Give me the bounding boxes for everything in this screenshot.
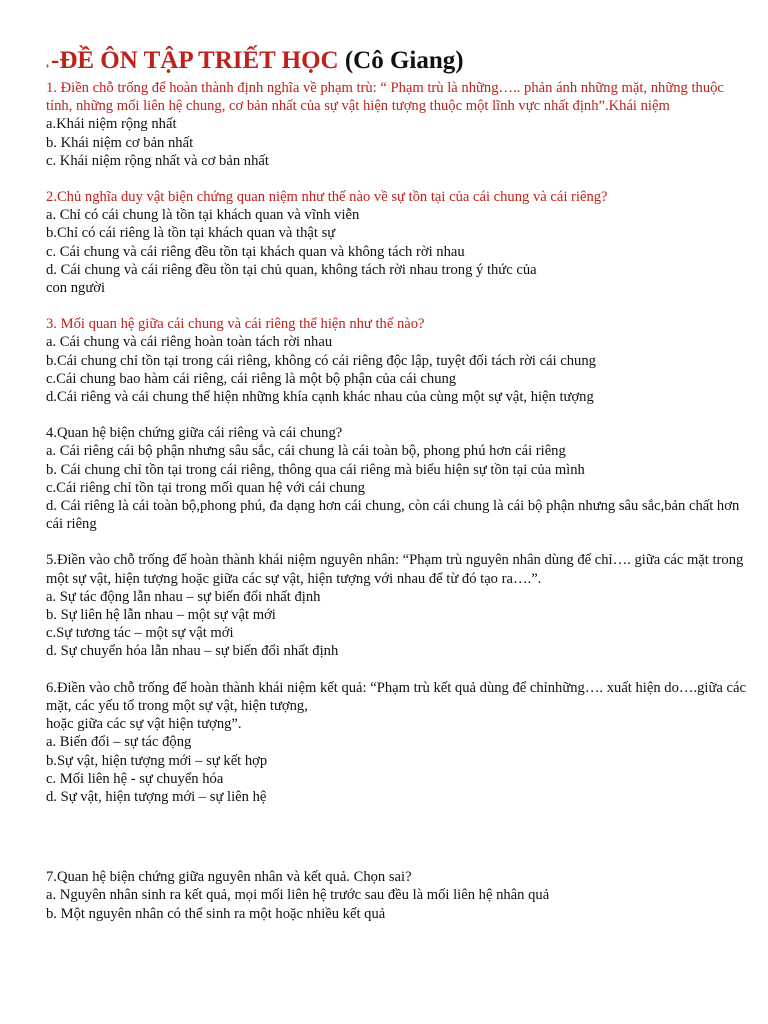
question-3 [46, 315, 746, 406]
option: c.Cái chung bao hàm cái riêng, cái riêng là một bộ phận của cái chung [46, 370, 457, 387]
option: b. Một nguyên nhân có thể sinh ra một hoặc nhiều kết quả [46, 905, 386, 922]
option: a. Sự tác động lẫn nhau – sự biến đổi nhất định [46, 588, 321, 605]
option: a. Nguyên nhân sinh ra kết quả, mọi mối liên hệ trước sau đều là mối liên hệ nhân quả [46, 887, 550, 904]
option: con người [46, 280, 105, 297]
question-stem: 1. Điền chỗ trống để hoàn thành định nghĩa về phạm trù: “ Phạm trù là những….. phản ánh những mặt, những thuộc tính, những mối liên hệ chung, cơ bản nhất của sự vật hiện tượng thuộc một lĩnh vực nhất định”.Khái niệm [46, 80, 724, 115]
question-stem: 6.Điền vào chỗ trống để hoàn thành khái niệm kết quả: “Phạm trù kết quả dùng để chỉnhững…. xuất hiện do….giữa các mặt, các yếu tố trong một sự vật, hiện tượng, [46, 679, 746, 714]
option: d. Sự chuyển hóa lẫn nhau – sự biến đổi nhất định [46, 643, 339, 660]
option: b. Sự liên hệ lẫn nhau – một sự vật mới [46, 607, 276, 624]
option: b. Cái chung chỉ tồn tại trong cái riêng, thông qua cái riêng mà biểu hiện sự tồn tại của mình [46, 461, 585, 478]
option: d. Cái riêng là cái toàn bộ,phong phú, đa dạng hơn cái chung, còn cái chung là cái bộ phận nhưng sâu sắc,bản chất hơn cái riêng [46, 498, 740, 533]
option: d. Sự vật, hiện tượng mới – sự liên hệ [46, 788, 267, 805]
title-mark: , [46, 55, 49, 69]
question-1 [46, 79, 746, 170]
option: a. Cái chung và cái riêng hoàn toàn tách rời nhau [46, 334, 333, 351]
question-7 [46, 868, 746, 923]
question-stem-continued: hoặc giữa các sự vật hiện tượng”. [46, 716, 242, 733]
option: a. Biến đổi – sự tác động [46, 734, 192, 751]
option: c.Cái riêng chỉ tồn tại trong mối quan hệ với cái chung [46, 479, 365, 496]
question-6 [46, 679, 746, 806]
question-stem: 4.Quan hệ biện chứng giữa cái riêng và cái chung? [46, 425, 343, 442]
option: d.Cái riêng và cái chung thể hiện những khía cạnh khác nhau của cùng một sự vật, hiện tượng [46, 389, 594, 406]
document-page [46, 44, 746, 923]
question-stem: 2.Chủ nghĩa duy vật biện chứng quan niệm như thế nào về sự tồn tại của cái chung và cái riêng? [46, 189, 608, 206]
option: b.Sự vật, hiện tượng mới – sự kết hợp [46, 752, 268, 769]
option: a.Khái niệm rộng nhất [46, 116, 177, 133]
option: b.Chỉ có cái riêng là tồn tại khách quan và thật sự [46, 225, 336, 242]
question-stem: 3. Mối quan hệ giữa cái chung và cái riêng thể hiện như thế nào? [46, 316, 425, 333]
option: d. Cái chung và cái riêng đều tồn tại chủ quan, không tách rời nhau trong ý thức của [46, 261, 537, 278]
title-main: -ĐỀ ÔN TẬP TRIẾT HỌC [51, 47, 339, 74]
question-5 [46, 551, 746, 660]
option: c. Mối liên hệ - sự chuyển hóa [46, 770, 224, 787]
option: c.Sự tương tác – một sự vật mới [46, 625, 234, 642]
question-4 [46, 424, 746, 533]
question-2 [46, 188, 746, 297]
page-title [46, 44, 746, 79]
question-stem: 7.Quan hệ biện chứng giữa nguyên nhân và kết quả. Chọn sai? [46, 869, 412, 886]
question-stem: 5.Điền vào chỗ trống để hoàn thành khái niệm nguyên nhân: “Phạm trù nguyên nhân dùng để chỉ…. giữa các mặt trong một sự vật, hiện tượng hoặc giữa các sự vật, hiện tượng với nhau để từ đó tạo ra….”. [46, 552, 744, 587]
option: c. Cái chung và cái riêng đều tồn tại khách quan và không tách rời nhau [46, 243, 465, 260]
title-teacher: (Cô Giang) [338, 47, 464, 74]
option: b. Khái niệm cơ bản nhất [46, 134, 194, 151]
option: b.Cái chung chỉ tồn tại trong cái riêng, không có cái riêng độc lập, tuyệt đối tách rời cái chung [46, 352, 596, 369]
option: a. Cái riêng cái bộ phận nhưng sâu sắc, cái chung là cái toàn bộ, phong phú hơn cái riêng [46, 443, 566, 460]
option: a. Chỉ có cái chung là tồn tại khách quan và vĩnh viễn [46, 207, 360, 224]
option: c. Khái niệm rộng nhất và cơ bản nhất [46, 152, 269, 169]
